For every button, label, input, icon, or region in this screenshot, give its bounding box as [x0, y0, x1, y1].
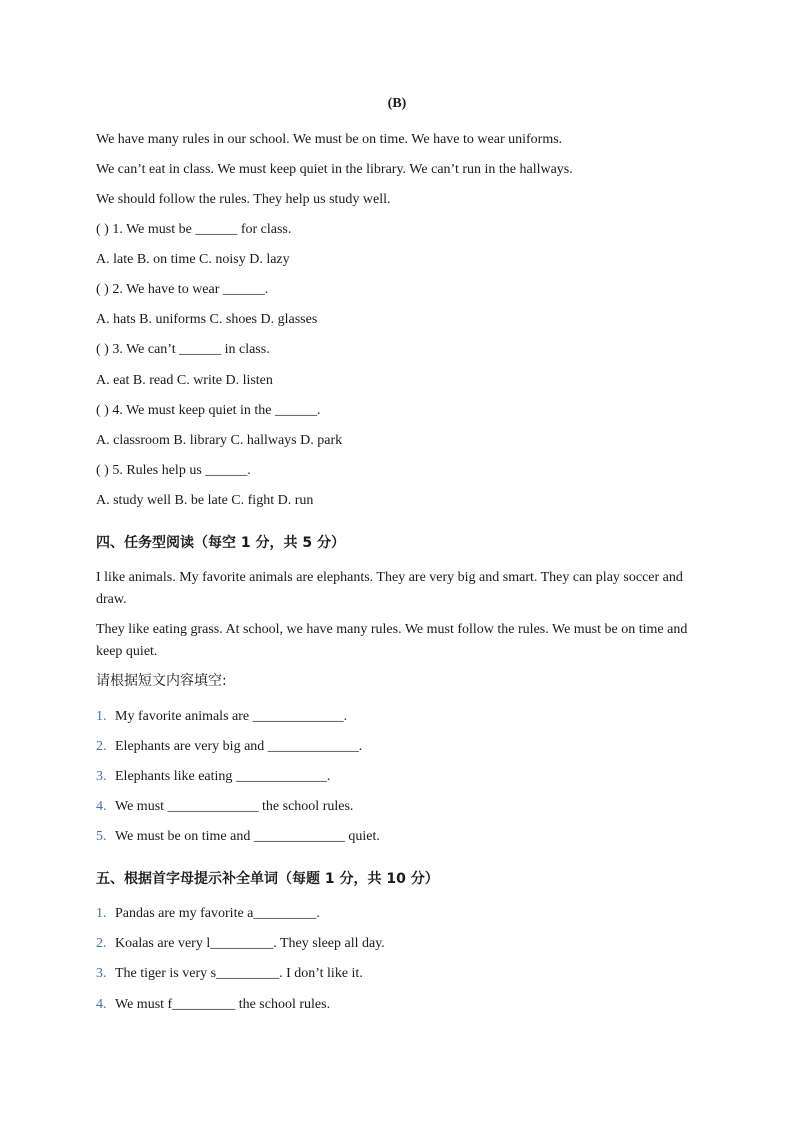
question-2-options: A. hats B. uniforms C. shoes D. glasses: [96, 312, 318, 327]
fill-item: [96, 707, 347, 727]
fill-item: [96, 797, 353, 817]
question-3: ( ) 3. We can’t ______ in class.: [96, 342, 270, 357]
item-text: Koalas are very l_________. They sleep all day.: [115, 936, 385, 951]
passage-line: We should follow the rules. They help us study well.: [96, 192, 391, 207]
question-4-options: A. classroom B. library C. hallways D. park: [96, 433, 343, 448]
item-text: The tiger is very s_________. I don’t like it.: [115, 966, 363, 981]
item-text: We must f_________ the school rules.: [115, 997, 331, 1012]
section-5-heading: 五、根据首字母提示补全单词（每题 1 分，共 10 分）: [96, 871, 439, 887]
passage-line: We can’t eat in class. We must keep quiet in the library. We can’t run in the hallways.: [96, 162, 573, 177]
question-1: ( ) 1. We must be ______ for class.: [96, 222, 292, 237]
item-number: 1.: [96, 709, 107, 724]
question-5: ( ) 5. Rules help us ______.: [96, 463, 251, 478]
item-text: Elephants like eating _____________.: [115, 769, 331, 784]
word-item: [96, 934, 385, 954]
question-5-options: A. study well B. be late C. fight D. run: [96, 493, 314, 508]
question-4: ( ) 4. We must keep quiet in the ______.: [96, 403, 321, 418]
item-text: My favorite animals are _____________.: [115, 709, 348, 724]
question-1-options: A. late B. on time C. noisy D. lazy: [96, 252, 290, 267]
question-2: ( ) 2. We have to wear ______.: [96, 282, 269, 297]
question-3-options: A. eat B. read C. write D. listen: [96, 373, 273, 388]
item-number: 5.: [96, 829, 107, 844]
item-number: 2.: [96, 739, 107, 754]
item-number: 2.: [96, 936, 107, 951]
item-number: 3.: [96, 966, 107, 981]
word-item: [96, 964, 363, 984]
instruction: 请根据短文内容填空:: [96, 673, 227, 689]
item-number: 4.: [96, 799, 107, 814]
fill-item: [96, 767, 330, 787]
word-item: [96, 995, 330, 1015]
passage-line: We have many rules in our school. We must be on time. We have to wear uniforms.: [96, 132, 563, 147]
item-number: 4.: [96, 997, 107, 1012]
section-b-title: (B): [387, 96, 407, 111]
item-number: 1.: [96, 906, 107, 921]
item-text: Pandas are my favorite a_________.: [115, 906, 320, 921]
reading-paragraph: I like animals. My favorite animals are elephants. They are very big and smart. They can play soccer and draw.: [96, 570, 683, 607]
item-text: Elephants are very big and _____________.: [115, 739, 363, 754]
reading-paragraph: They like eating grass. At school, we have many rules. We must follow the rules. We must be on time and keep quiet.: [96, 622, 688, 659]
item-number: 3.: [96, 769, 107, 784]
item-text: We must _____________ the school rules.: [115, 799, 354, 814]
word-item: [96, 904, 320, 924]
section-4-heading: 四、任务型阅读（每空 1 分，共 5 分）: [96, 535, 345, 551]
item-text: We must be on time and _____________ quiet.: [115, 829, 380, 844]
fill-item: [96, 737, 362, 757]
fill-item: [96, 827, 380, 847]
